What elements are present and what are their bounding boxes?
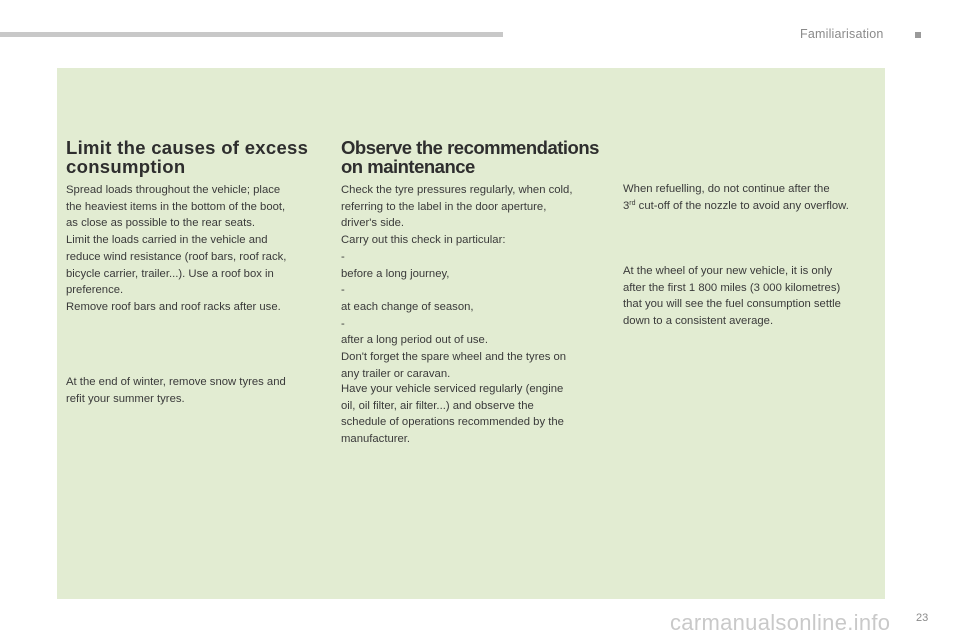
text-line: after the first 1 800 miles (3 000 kilometres) <box>623 281 841 294</box>
list-item-text: before a long journey, <box>341 267 450 280</box>
heading-excess-consumption: Limit the causes of excess consumption <box>66 137 309 177</box>
text-line: refit your summer tyres. <box>66 392 185 405</box>
paragraph-winter-tyres <box>66 374 326 407</box>
text-line: Don't forget the spare wheel and the tyres on <box>341 351 567 364</box>
text-line: down to a consistent average. <box>623 315 774 328</box>
list-item-text: at each change of season, <box>341 300 474 313</box>
text-line: Remove roof bars and roof racks after use. <box>66 300 281 313</box>
list-item <box>341 316 611 349</box>
text-line: Check the tyre pressures regularly, when cold, <box>341 184 573 196</box>
list-item-text: after a long period out of use. <box>341 334 488 347</box>
text-line: Carry out this check in particular: <box>341 234 506 247</box>
text-line: that you will see the fuel consumption settle <box>623 298 841 311</box>
text-line: referring to the label in the door aperture, <box>341 200 547 213</box>
text-line: reduce wind resistance (roof bars, roof rack, <box>66 250 287 263</box>
text-line: bicycle carrier, trailer...). Use a roof box in <box>66 267 274 280</box>
text-line: Have your vehicle serviced regularly (engine <box>341 383 564 395</box>
paragraph-tyre-pressures <box>341 182 611 382</box>
text-line: any trailer or caravan. <box>341 367 451 380</box>
ordinal-suffix: rd <box>629 199 636 207</box>
text-line: When refuelling, do not continue after the <box>623 183 830 195</box>
text-line: manufacturer. <box>341 433 411 446</box>
list-item <box>341 249 611 282</box>
text-line <box>623 198 878 215</box>
text-line: Spread loads throughout the vehicle; place <box>66 184 281 196</box>
list-item <box>341 282 611 315</box>
text-line: At the wheel of your new vehicle, it is only <box>623 265 833 277</box>
text-line: schedule of operations recommended by the <box>341 416 564 429</box>
bullet-marker: - <box>341 250 345 263</box>
paragraph-new-vehicle <box>623 263 878 330</box>
paragraph-servicing <box>341 381 611 448</box>
ordinal-number: 3 <box>623 199 630 212</box>
text-line: as close as possible to the rear seats. <box>66 217 256 230</box>
section-title: Familiarisation <box>800 27 884 41</box>
text-fragment: cut-off of the nozzle to avoid any overflow. <box>635 199 849 212</box>
text-line: oil, oil filter, air filter...) and observe the <box>341 399 534 412</box>
text-line: At the end of winter, remove snow tyres and <box>66 376 286 388</box>
bullet-marker: - <box>341 317 345 330</box>
paragraph-loads <box>66 182 326 316</box>
heading-maintenance: Observe the recommendations on maintenance <box>341 137 599 177</box>
watermark: carmanualsonline.info <box>670 610 891 635</box>
text-line: preference. <box>66 284 124 297</box>
section-marker <box>915 32 921 38</box>
text-line: driver's side. <box>341 217 405 230</box>
bullet-marker: - <box>341 284 345 297</box>
text-line: Limit the loads carried in the vehicle and <box>66 234 268 247</box>
header-rule <box>0 32 503 37</box>
paragraph-refuelling <box>623 181 878 214</box>
page-number: 23 <box>916 612 929 624</box>
text-line: the heaviest items in the bottom of the boot, <box>66 200 286 213</box>
